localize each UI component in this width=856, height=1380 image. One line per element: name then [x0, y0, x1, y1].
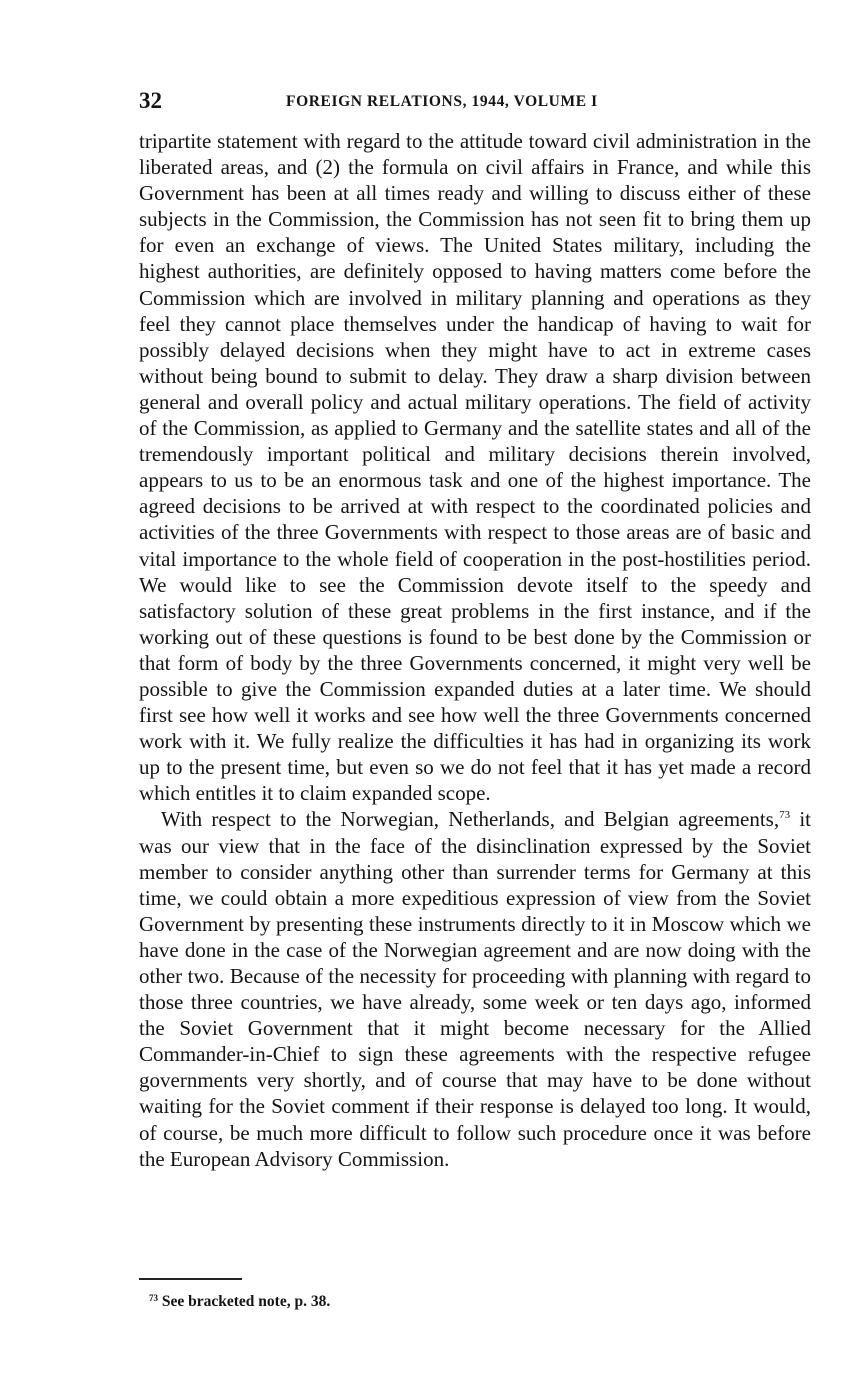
- footnote: [149, 1290, 330, 1314]
- paragraph-text: it was our view that in the face of the disinclination expressed by the Soviet member to consider anything other than surrender terms for Germany at this time, we could obtain a more expeditious expression of view from the Soviet Government by presenting these instruments directly to it in Moscow which we have done in the case of the Norwegian agreement and are now doing with the other two. Because of the necessity for proceeding with planning with regard to those three countries, we have already, some week or ten days ago, informed the Soviet Government that it might become necessary for the Allied Commander-in-Chief to sign these agreements with the respective refugee governments very shortly, and of course that may have to be done without waiting for the Soviet comment if their response is delayed too long. It would, of course, be much more difficult to follow such procedure once it was before the European Advisory Commission.: [139, 807, 811, 1171]
- paragraph-text: With respect to the Norwegian, Netherlands, and Belgian agreements,: [161, 807, 780, 832]
- running-head: [139, 86, 811, 116]
- footnote-text: See bracketed note, p. 38.: [158, 1293, 331, 1310]
- page-number: 32: [139, 88, 162, 113]
- footnote-number: 73: [149, 1293, 158, 1303]
- paragraph: [139, 806, 811, 1171]
- body-text: [139, 128, 811, 1172]
- footnote-divider: [139, 1278, 242, 1280]
- footnote-reference: 73: [779, 809, 791, 822]
- paragraph: tripartite statement with regard to the attitude toward civil administration in the liberated areas, and (2) the formula on civil affairs in France, and while this Government has been at all times ready and willing to discuss either of these subjects in the Commission, the Commission has not seen fit to bring them up for even an exchange of views. The United States military, including the highest authorities, are definitely opposed to having matters come before the Commission which are involved in military planning and operations as they feel they cannot place themselves under the handicap of having to wait for possibly delayed decisions when they might have to act in extreme cases without being bound to submit to delay. They draw a sharp division between general and overall policy and actual military operations. The field of activity of the Commission, as applied to Germany and the satellite states and all of the tremendously important political and military decisions therein involved, appears to us to be an enormous task and one of the highest importance. The agreed decisions to be arrived at with respect to the coordinated policies and activities of the three Governments with respect to those areas are of basic and vital importance to the whole field of cooperation in the post-hostilities period. We would like to see the Commission devote itself to the speedy and satisfactory solution of these great problems in the first instance, and if the working out of these questions is found to be best done by the Commission or that form of body by the three Governments concerned, it might very well be possible to give the Commission expanded duties at a later time. We should first see how well it works and see how well the three Governments concerned work with it. We fully realize the difficulties it has had in organizing its work up to the present time, but even so we do not feel that it has yet made a record which entitles it to claim expanded scope.: [139, 129, 811, 806]
- running-head-title: FOREIGN RELATIONS, 1944, VOLUME I: [286, 93, 598, 110]
